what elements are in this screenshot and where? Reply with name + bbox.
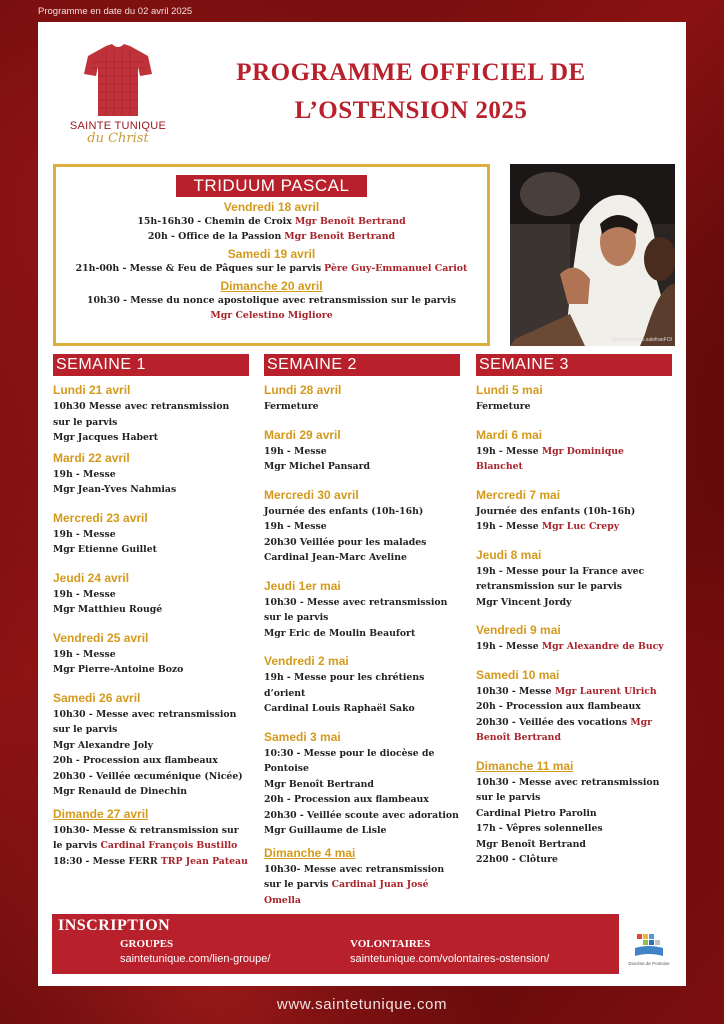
sainte-tunique-logo bbox=[68, 42, 168, 146]
celebrant: Mgr Michel Pansard bbox=[264, 461, 371, 472]
inscription-title: INSCRIPTION bbox=[58, 917, 171, 934]
event-line: 20h - Procession aux flambeaux bbox=[476, 701, 641, 712]
event-line: 20h30 Veillée pour les malades bbox=[264, 536, 427, 548]
event-line: 10:30 - Messe pour le diocèse de Pontoise bbox=[264, 747, 435, 774]
day-title: Samedi 26 avril bbox=[53, 690, 141, 705]
groups-label: GROUPES bbox=[120, 938, 174, 950]
event-line: Fermeture bbox=[476, 401, 531, 412]
day-title: Dimanche 11 mai bbox=[476, 758, 574, 773]
logo-text-line2: du Christ bbox=[87, 131, 149, 146]
celebrant: Mgr Jacques Habert bbox=[53, 432, 159, 443]
event-line: 10h30- Messe & retransmission sur le parvis Cardinal François Bustillo bbox=[53, 824, 239, 851]
celebrant: Cardinal Jean-Marc Aveline bbox=[264, 552, 407, 563]
tunic-icon bbox=[82, 42, 154, 118]
day-title: Mercredi 23 avril bbox=[53, 510, 148, 525]
event-line: 19h - Messe Mgr Alexandre de Bucy bbox=[476, 641, 664, 652]
day-title: Mercredi 30 avril bbox=[264, 487, 359, 502]
triduum-event: 20h - Office de la Passion Mgr Benoît Bertrand bbox=[147, 231, 396, 242]
day-title: Vendredi 2 mai bbox=[264, 654, 349, 668]
event-line: 20h30 - Veillée œcuménique (Nicée) bbox=[53, 770, 243, 782]
event-line: 19h - Messe bbox=[264, 445, 327, 457]
event-line: 10h30 - Messe Mgr Laurent Ulrich bbox=[476, 685, 657, 697]
day-title: Jeudi 24 avril bbox=[53, 570, 130, 585]
day-title: Dimande 27 avril bbox=[53, 806, 149, 821]
event-line: 19h - Messe pour la France avec retransmission sur le parvis bbox=[476, 565, 645, 592]
event-line: 19h - Messe bbox=[53, 648, 116, 660]
week-2-title: SEMAINE 2 bbox=[264, 354, 460, 376]
celebrant: Mgr Benoît Bertrand bbox=[264, 778, 374, 790]
event-line: Journée des enfants (10h-16h) bbox=[476, 505, 636, 517]
event-line: 10h30 - Messe avec retransmission sur le parvis bbox=[53, 708, 237, 735]
volunteers-link[interactable]: saintetunique.com/volontaires-ostension/ bbox=[350, 953, 550, 965]
celebrant: Mgr Pierre-Antoine Bozo bbox=[53, 664, 184, 675]
day-title: Samedi 3 mai bbox=[264, 729, 341, 744]
celebrant: Mgr Matthieu Rougé bbox=[53, 604, 163, 615]
poster-page bbox=[38, 22, 686, 986]
event-line: 20h - Procession aux flambeaux bbox=[53, 755, 218, 766]
day-title: Mardi 6 mai bbox=[476, 427, 543, 442]
event-line: Journée des enfants (10h-16h) bbox=[264, 505, 424, 517]
celebrant: Mgr Vincent Jordy bbox=[476, 596, 572, 608]
event-line: 18:30 - Messe FERR TRP Jean Pateau bbox=[53, 855, 248, 867]
celebrant: Cardinal Pietro Parolin bbox=[476, 807, 597, 819]
logo-text-line1: SAINTE TUNIQUE bbox=[69, 120, 167, 132]
day-title: Lundi 28 avril bbox=[264, 383, 342, 397]
groups-link[interactable]: saintetunique.com/lien-groupe/ bbox=[120, 953, 271, 965]
triduum-title: TRIDUUM PASCAL bbox=[176, 175, 368, 197]
event-line: 19h - Messe bbox=[53, 468, 116, 480]
event-line: 19h - Messe bbox=[53, 528, 116, 540]
day-title: Vendredi 25 avril bbox=[53, 630, 149, 645]
volunteers-label: VOLONTAIRES bbox=[350, 938, 431, 950]
week-1-column bbox=[53, 354, 249, 869]
triduum-box bbox=[53, 164, 490, 346]
event-line: 17h - Vêpres solennelles bbox=[476, 823, 603, 834]
event-line: 20h - Procession aux flambeaux bbox=[264, 794, 429, 805]
triduum-event: 15h-16h30 - Chemin de Croix Mgr Benoît Bertrand bbox=[137, 216, 406, 227]
celebrant: Mgr Guillaume de Lisle bbox=[264, 825, 387, 836]
day-title: Mercredi 7 mai bbox=[476, 487, 561, 502]
event-line: 10h30 - Messe avec retransmission sur le parvis bbox=[264, 596, 448, 623]
triduum-day-friday: Vendredi 18 avril bbox=[223, 200, 320, 214]
title-line-1: PROGRAMME OFFICIEL DE bbox=[236, 59, 586, 86]
week-1-title: SEMAINE 1 bbox=[53, 354, 249, 376]
day-title: Lundi 5 mai bbox=[476, 383, 543, 397]
event-line: 19h - Messe Mgr Dominique Blanchet bbox=[476, 445, 624, 472]
programme-date-note: Programme en date du 02 avril 2025 bbox=[38, 6, 193, 17]
event-line: 10h30 - Messe avec retransmission sur le parvis bbox=[476, 776, 660, 803]
day-title: Jeudi 8 mai bbox=[476, 547, 542, 562]
triduum-day-sunday: Dimanche 20 avril bbox=[220, 279, 323, 293]
inscription-banner bbox=[52, 914, 619, 974]
photo-credit: @françoisrégis.salefranFOI bbox=[611, 337, 672, 343]
day-title: Dimanche 4 mai bbox=[264, 845, 356, 860]
week-3-column bbox=[476, 354, 672, 868]
event-line: 19h - Messe pour les chrétiens d’orient bbox=[264, 672, 425, 699]
event-line: 19h - Messe bbox=[264, 521, 327, 532]
celebrant: Mgr Jean-Yves Nahmias bbox=[53, 484, 177, 495]
title-line-2: L’OSTENSION 2025 bbox=[294, 97, 528, 124]
event-line: 22h00 - Clôture bbox=[476, 854, 558, 865]
day-title: Vendredi 9 mai bbox=[476, 623, 561, 637]
celebrant: Mgr Benoît Bertrand bbox=[476, 838, 586, 850]
celebrant: Mgr Renauld de Dinechin bbox=[53, 786, 188, 797]
event-line: 20h30 - Veillée des vocations Mgr Benoît Bertrand bbox=[476, 716, 653, 743]
diocese-caption: Diocèse de Pontoise bbox=[628, 961, 670, 966]
event-line: 20h30 - Veillée scoute avec adoration bbox=[264, 809, 459, 821]
day-title: Jeudi 1er mai bbox=[264, 578, 341, 593]
event-line: Fermeture bbox=[264, 401, 319, 412]
day-title: Lundi 21 avril bbox=[53, 383, 131, 397]
triduum-day-saturday: Samedi 19 avril bbox=[227, 247, 316, 261]
celebrant: Mgr Alexandre Joly bbox=[53, 739, 153, 751]
day-title: Mardi 22 avril bbox=[53, 450, 130, 465]
diocese-icon bbox=[632, 932, 666, 960]
celebrant: Mgr Eric de Moulin Beaufort bbox=[264, 627, 416, 639]
event-line: 10h30- Messe avec retransmission sur le parvis Cardinal Juan José Omella bbox=[264, 863, 445, 906]
triduum-event: 10h30 - Messe du nonce apostolique avec retransmission sur le parvis bbox=[86, 295, 457, 306]
week-2-column bbox=[264, 354, 460, 908]
day-title: Mardi 29 avril bbox=[264, 427, 341, 442]
event-line: 19h - Messe bbox=[53, 588, 116, 600]
diocese-logo bbox=[628, 932, 670, 966]
triduum-event: Mgr Celestino Migliore bbox=[210, 310, 333, 321]
footer-website-link[interactable]: www.saintetunique.com bbox=[276, 996, 448, 1013]
day-title: Samedi 10 mai bbox=[476, 667, 560, 682]
praying-woman-photo bbox=[510, 164, 675, 346]
event-line: 19h - Messe Mgr Luc Crepy bbox=[476, 521, 620, 532]
celebrant: Cardinal Louis Raphaël Sako bbox=[264, 703, 415, 714]
triduum-event: 21h-00h - Messe & Feu de Pâques sur le parvis Père Guy-Emmanuel Cariot bbox=[75, 263, 468, 274]
event-line: 10h30 Messe avec retransmission sur le parvis bbox=[53, 401, 230, 428]
celebrant: Mgr Etienne Guillet bbox=[53, 544, 157, 555]
week-3-title: SEMAINE 3 bbox=[476, 354, 672, 376]
page-title bbox=[216, 54, 606, 130]
